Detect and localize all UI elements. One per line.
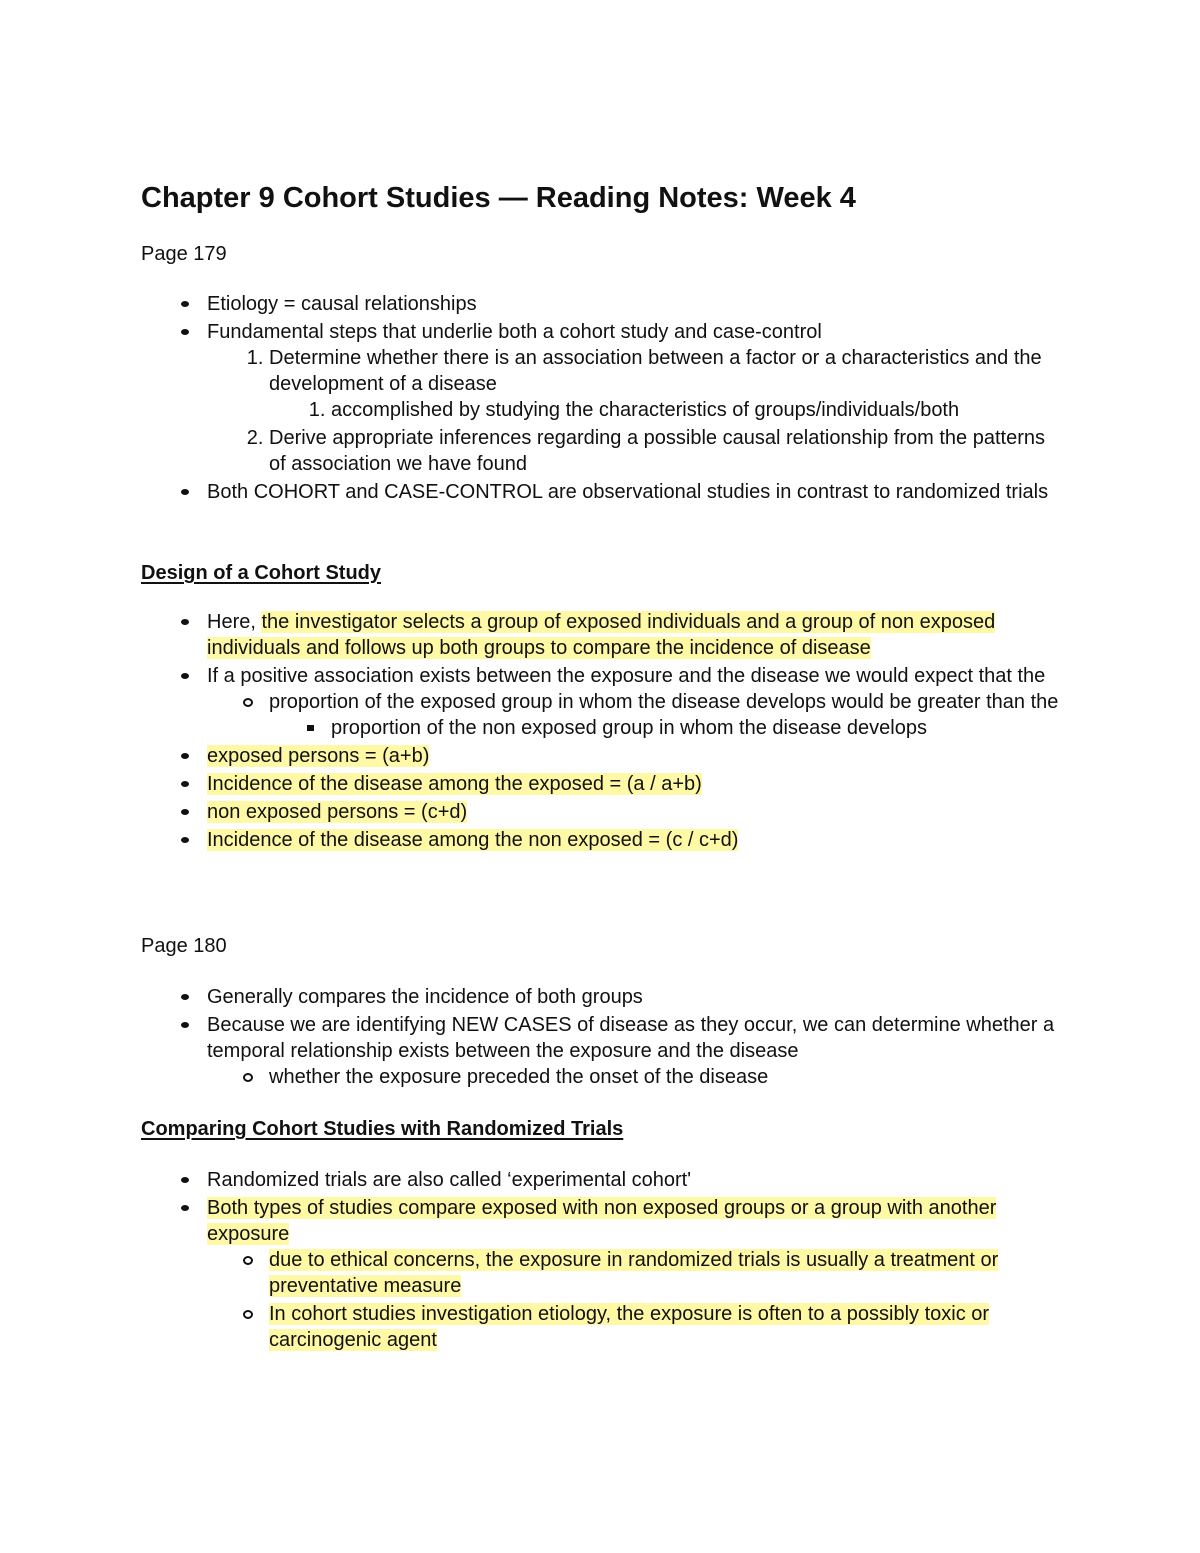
document-title: Chapter 9 Cohort Studies — Reading Notes: Week 4 xyxy=(141,182,856,214)
list-item: proportion of the non exposed group in whom the disease develops xyxy=(331,715,1061,741)
list-item xyxy=(269,1247,1061,1299)
list-item: 1. accomplished by studying the characteristics of groups/individuals/both xyxy=(331,397,1061,423)
highlighted-text: Incidence of the disease among the exposed = (a / a+b) xyxy=(207,773,702,795)
section-heading-design: Design of a Cohort Study xyxy=(141,562,381,584)
highlighted-text: exposed persons = (a+b) xyxy=(207,745,430,767)
sub-bullet-list xyxy=(207,1064,1061,1090)
page-180-notes xyxy=(141,984,1061,1092)
list-item xyxy=(207,799,1061,825)
sub-sub-bullet-list xyxy=(269,715,1061,741)
page-179-notes xyxy=(141,291,1061,507)
list-item: Here, the investigator selects a group of exposed individuals and a group of non exposed individuals and follows up both groups to compare the incidence of disease xyxy=(207,609,1061,661)
bullet-list xyxy=(141,609,1061,853)
page-label-180: Page 180 xyxy=(141,935,227,957)
list-item: 1. Determine whether there is an association between a factor or a characteristics and the development of a disease 1. accomplished by studying the characteristics of groups/individuals/both xyxy=(269,345,1061,423)
list-item: Generally compares the incidence of both groups xyxy=(207,984,1061,1010)
list-item xyxy=(207,827,1061,853)
list-item xyxy=(207,771,1061,797)
highlighted-text: non exposed persons = (c+d) xyxy=(207,801,468,823)
list-item xyxy=(269,1301,1061,1353)
bullet-list xyxy=(141,984,1061,1090)
comparing-notes xyxy=(141,1167,1061,1355)
bullet-list xyxy=(141,1167,1061,1353)
numbered-list xyxy=(269,397,1061,423)
page-label-179: Page 179 xyxy=(141,243,227,265)
list-item xyxy=(207,743,1061,769)
list-item: If a positive association exists between the exposure and the disease we would expect that the proportion of the exposed group in whom the disease develops would be greater than the proportion of the non exposed group in whom the disease develops xyxy=(207,663,1061,741)
list-item xyxy=(207,1195,1061,1353)
numbered-list xyxy=(207,345,1061,477)
sub-bullet-list xyxy=(207,689,1061,741)
highlighted-text: Incidence of the disease among the non exposed = (c / c+d) xyxy=(207,829,739,851)
highlighted-text: Both types of studies compare exposed with non exposed groups or a group with another exposure xyxy=(207,1197,997,1245)
list-item: 2. Derive appropriate inferences regarding a possible causal relationship from the patterns of association we have found xyxy=(269,425,1061,477)
list-item: Etiology = causal relationships xyxy=(207,291,1061,317)
list-item: Both COHORT and CASE-CONTROL are observational studies in contrast to randomized trials xyxy=(207,479,1061,505)
list-item: Fundamental steps that underlie both a cohort study and case-control 1. Determine whether there is an association between a factor or a characteristics and the development of a disease 1. accomplished by studying the characteristics of groups/individuals/both 2. Derive appropriate inferences regarding a possible causal relationship from the patterns of association we have found xyxy=(207,319,1061,477)
list-item: proportion of the exposed group in whom the disease develops would be greater than the proportion of the non exposed group in whom the disease develops xyxy=(269,689,1061,741)
section-heading-comparing: Comparing Cohort Studies with Randomized Trials xyxy=(141,1118,624,1140)
list-item: Because we are identifying NEW CASES of disease as they occur, we can determine whether a temporal relationship exists between the exposure and the disease whether the exposure preceded the onset of the disease xyxy=(207,1012,1061,1090)
highlighted-text: due to ethical concerns, the exposure in randomized trials is usually a treatment or preventative measure xyxy=(269,1249,999,1297)
list-item: whether the exposure preceded the onset of the disease xyxy=(269,1064,1061,1090)
list-item: Randomized trials are also called ‘experimental cohort' xyxy=(207,1167,1061,1193)
bullet-list xyxy=(141,291,1061,505)
design-notes xyxy=(141,609,1061,855)
sub-bullet-list xyxy=(207,1247,1061,1353)
highlighted-text: In cohort studies investigation etiology, the exposure is often to a possibly toxic or carcinogenic agent xyxy=(269,1303,990,1351)
highlighted-text: the investigator selects a group of exposed individuals and a group of non exposed individuals and follows up both groups to compare the incidence of disease xyxy=(207,611,996,659)
